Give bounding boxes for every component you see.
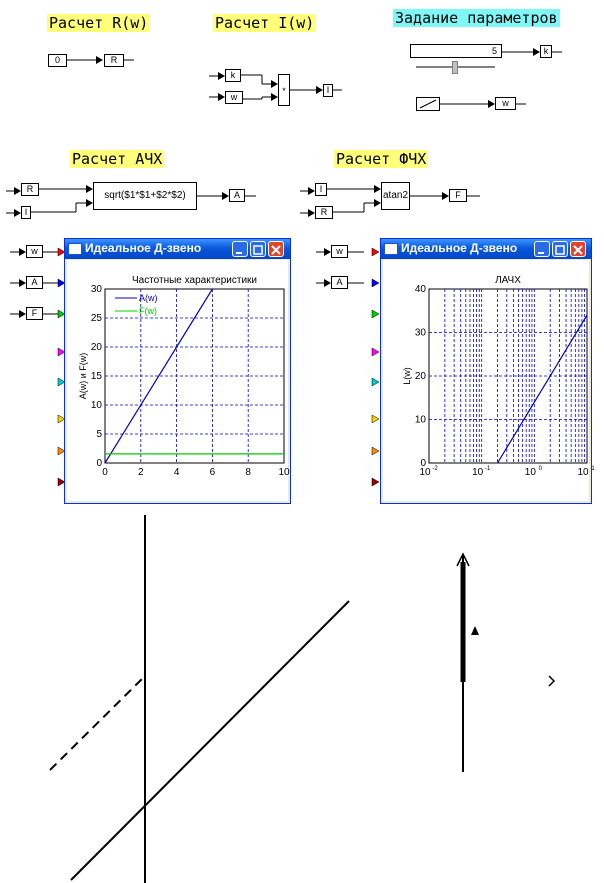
port-r5-marker	[372, 378, 379, 386]
r-goto-block[interactable]: R	[104, 54, 124, 67]
fchx-i-from-block[interactable]: I	[315, 183, 327, 196]
chart0-xtick-label: 2	[138, 467, 144, 478]
slider-thumb[interactable]	[452, 61, 458, 74]
section-title-calc-r: Расчет R(w)	[49, 14, 149, 32]
chart0-legend-label: F(w)	[139, 306, 157, 316]
ramp-source-block[interactable]	[416, 97, 440, 111]
port-r6-marker	[372, 415, 379, 423]
section-title-calc-fchx: Расчет ФЧХ	[336, 150, 427, 168]
close-icon	[269, 243, 283, 257]
chevron-right-icon	[549, 676, 554, 686]
chart1-xtick-label: 10	[472, 467, 484, 478]
plot-window-left[interactable]	[64, 238, 291, 504]
maximize-button[interactable]	[250, 241, 266, 257]
diagonal-line-solid	[71, 601, 349, 880]
maximize-icon	[251, 243, 265, 257]
k-goto-block[interactable]: k	[540, 45, 552, 58]
chart0-ytick-label: 30	[90, 284, 102, 295]
close-icon	[571, 243, 585, 257]
chart0-ytick-label: 20	[90, 342, 102, 353]
minimize-button[interactable]	[534, 241, 550, 257]
plot2-w-from-block[interactable]: w	[331, 245, 348, 258]
const-zero-block[interactable]: 0	[48, 54, 67, 67]
section-title-calc-achx: Расчет АЧХ	[72, 150, 163, 168]
achx-i-from-block[interactable]: I	[21, 206, 31, 219]
window-icon	[68, 243, 82, 255]
sqrt-expression-block[interactable]: sqrt($1*$1+$2*$2)	[93, 182, 197, 210]
window-title: Идеальное Д-звено	[401, 241, 518, 255]
chart1-xtick-exponent: 1	[591, 466, 595, 472]
chart0-ytick-label: 25	[90, 313, 102, 324]
f-goto-block[interactable]: F	[449, 189, 467, 202]
window-title: Идеальное Д-звено	[85, 241, 202, 255]
chart0-legend-label: A(w)	[139, 293, 158, 303]
chart0-ytick-label: 5	[96, 429, 102, 440]
chart1-ytick-label: 30	[414, 327, 426, 339]
plot1-a-from-block[interactable]: A	[26, 276, 43, 289]
chart0-xtick-label: 8	[245, 467, 251, 478]
chart1-plot-area	[429, 289, 587, 463]
minimize-button[interactable]	[232, 241, 248, 257]
chart1-title: ЛАЧХ	[495, 275, 521, 286]
maximize-button[interactable]	[552, 241, 568, 257]
chart1-xtick-label: 10	[419, 467, 431, 478]
frequency-chart	[67, 260, 288, 501]
chart0-xtick-label: 6	[209, 467, 216, 478]
k-from-block[interactable]: k	[225, 69, 241, 82]
plot-window-right[interactable]	[380, 238, 595, 504]
product-block[interactable]: *	[278, 74, 290, 106]
chart0-ylabel: A(w) и F(w)	[78, 352, 88, 400]
window-titlebar[interactable]	[381, 239, 591, 259]
w-from-block[interactable]: w	[225, 91, 243, 104]
chart1-ylabel: L(w)	[402, 367, 412, 385]
section-title-calc-i: Расчет I(w)	[215, 14, 315, 32]
fchx-r-from-block[interactable]: R	[315, 206, 333, 219]
window-icon	[384, 243, 398, 255]
chart0-ytick-label: 0	[96, 458, 102, 469]
achx-r-from-block[interactable]: R	[21, 183, 39, 196]
diagonal-line-dashed	[50, 676, 145, 770]
chart1-xtick-exponent: -2	[432, 466, 438, 472]
ramp-icon	[417, 98, 439, 110]
i-goto-block[interactable]: I	[323, 84, 333, 97]
maximize-icon	[553, 243, 567, 257]
chart1-xtick-exponent: 0	[538, 466, 543, 472]
chart1-ytick-label: 40	[414, 284, 426, 295]
port-r3-marker	[372, 310, 379, 318]
plot2-a-from-block[interactable]: A	[331, 276, 348, 289]
chart0-ytick-label: 10	[90, 400, 102, 411]
chart1-ytick-label: 0	[420, 458, 426, 469]
chart1-xtick-label: 10	[577, 467, 589, 478]
chart1-ytick-label: 20	[414, 371, 426, 382]
port-r7-marker	[372, 447, 379, 455]
plot1-w-from-block[interactable]: w	[26, 245, 43, 258]
chart0-xtick-label: 0	[102, 467, 108, 478]
chart0-xtick-label: 10	[278, 467, 290, 478]
lachx-chart	[383, 260, 595, 501]
port-r8-marker	[372, 478, 379, 486]
chart1-xtick-label: 10	[524, 467, 536, 478]
chart0-ytick-label: 15	[90, 371, 102, 382]
chart0-title: Частотные характеристики	[131, 275, 258, 286]
chart1-xtick-exponent: -1	[484, 466, 491, 472]
chart1-ytick-label: 10	[414, 414, 426, 426]
window-titlebar[interactable]	[65, 239, 290, 259]
small-triangle-marker	[471, 626, 479, 635]
window-body	[67, 260, 288, 501]
atan2-block[interactable]: atan2	[381, 182, 410, 210]
port-r2-marker	[372, 279, 379, 287]
section-title-params: Задание параметров	[395, 9, 558, 27]
w-goto-block[interactable]: w	[495, 97, 516, 110]
port-r4-marker	[372, 348, 379, 356]
a-goto-block[interactable]: A	[229, 189, 245, 202]
close-button[interactable]	[570, 241, 586, 257]
window-body	[383, 260, 595, 501]
minimize-icon	[233, 243, 247, 257]
minimize-icon	[535, 243, 549, 257]
plot1-f-from-block[interactable]: F	[26, 307, 43, 320]
slider-value-field[interactable]: 5	[410, 44, 502, 58]
chart0-xtick-label: 4	[173, 467, 180, 478]
close-button[interactable]	[268, 241, 284, 257]
port-r1-marker	[372, 248, 379, 256]
